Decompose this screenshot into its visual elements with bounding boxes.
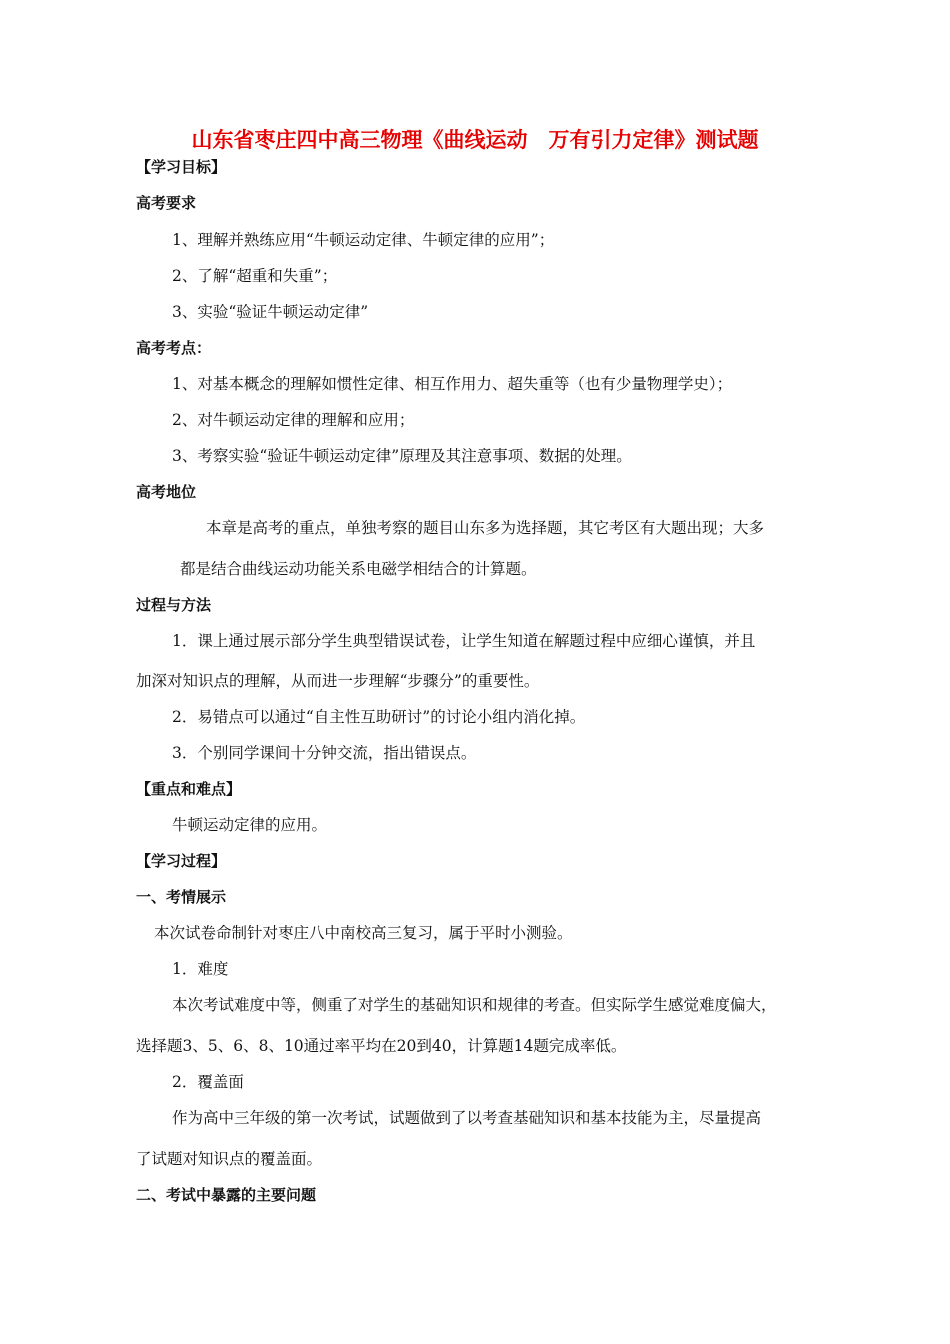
- section-heading: 二、考试中暴露的主要问题: [136, 1186, 317, 1204]
- goals-header: 【学习目标】: [136, 158, 227, 176]
- gaokao-position-heading: 高考地位: [136, 483, 197, 501]
- process-item: 3．个别同学课间十分钟交流，指出错误点。: [172, 744, 477, 762]
- coverage-paragraph-line: 作为高中三年级的第一次考试，试题做到了以考查基础知识和基本技能为主，尽量提高: [172, 1109, 762, 1127]
- key-points-text: 牛顿运动定律的应用。: [172, 816, 328, 834]
- requirement-item: 1、理解并熟练应用“牛顿运动定律、牛顿定律的应用”；: [172, 231, 555, 249]
- learning-process-heading: 【学习过程】: [136, 852, 227, 870]
- process-item: 2．易错点可以通过“自主性互助研讨”的讨论小组内消化掉。: [172, 708, 586, 726]
- section-heading: 一、考情展示: [136, 888, 227, 906]
- points-item: 1、对基本概念的理解如惯性定律、相互作用力、超失重等（也有少量物理学史）；: [172, 375, 733, 393]
- points-item: 3、考察实验“验证牛顿运动定律”原理及其注意事项、数据的处理。: [172, 447, 632, 465]
- gaokao-points-heading: 高考考点：: [136, 339, 212, 357]
- key-points-heading: 【重点和难点】: [136, 780, 242, 798]
- subsection-label: 2．覆盖面: [172, 1073, 244, 1091]
- process-item-continuation: 加深对知识点的理解，从而进一步理解“步骤分”的重要性。: [136, 672, 540, 690]
- process-item: 1．课上通过展示部分学生典型错误试卷，让学生知道在解题过程中应细心谨慎，并且: [172, 632, 756, 650]
- process-method-heading: 过程与方法: [136, 596, 212, 614]
- document-title: 山东省枣庄四中高三物理《曲线运动 万有引力定律》测试题: [191, 128, 759, 152]
- coverage-paragraph-line: 了试题对知识点的覆盖面。: [136, 1150, 323, 1168]
- section-intro: 本次试卷命制针对枣庄八中南校高三复习，属于平时小测验。: [154, 924, 573, 942]
- difficulty-paragraph-line: 本次考试难度中等，侧重了对学生的基础知识和规律的考查。但实际学生感觉难度偏大，: [172, 996, 777, 1014]
- gaokao-requirements-heading: 高考要求: [136, 194, 197, 212]
- points-item: 2、对牛顿运动定律的理解和应用；: [172, 411, 415, 429]
- requirement-item: 3、实验“验证牛顿运动定律”: [172, 303, 369, 321]
- position-paragraph-line: 本章是高考的重点，单独考察的题目山东多为选择题，其它考区有大题出现；大多: [206, 519, 765, 537]
- requirement-item: 2、了解“超重和失重”；: [172, 267, 338, 285]
- difficulty-paragraph-line: 选择题3、5、6、8、10通过率平均在20到40，计算题14题完成率低。: [136, 1037, 627, 1055]
- position-paragraph-line: 都是结合曲线运动功能关系电磁学相结合的计算题。: [180, 560, 537, 578]
- subsection-label: 1．难度: [172, 960, 229, 978]
